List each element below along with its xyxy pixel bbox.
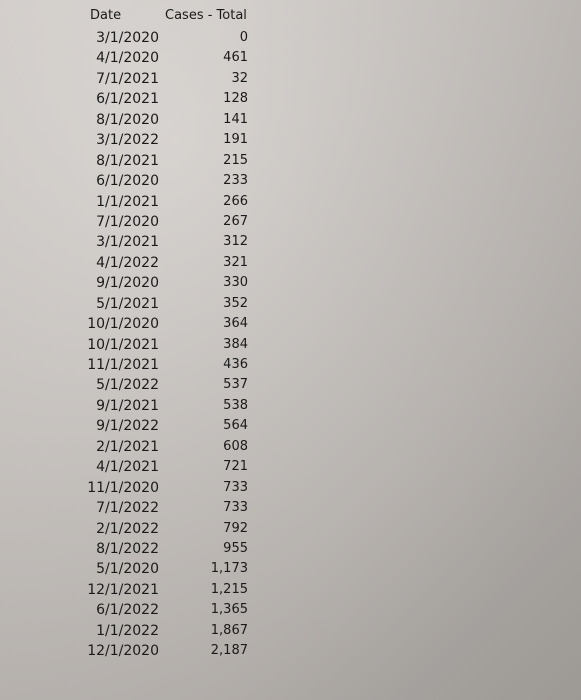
cases-cell: 2,187 [210, 643, 248, 659]
cases-cell: 1,215 [210, 581, 248, 597]
table-row [0, 28, 581, 48]
date-cell: 3/1/2021 [96, 234, 159, 251]
date-column-header: Date [90, 8, 122, 23]
cases-cell: 733 [223, 479, 248, 495]
date-cell: 4/1/2021 [96, 459, 159, 476]
cases-cell: 1,867 [210, 622, 248, 638]
cases-cell: 266 [223, 193, 248, 209]
table-row [0, 396, 581, 416]
table-row [0, 335, 581, 355]
cases-cell: 721 [223, 459, 248, 475]
date-cell: 8/1/2022 [96, 540, 159, 557]
cases-cell: 321 [223, 254, 248, 270]
table-row [0, 498, 581, 518]
date-cell: 8/1/2020 [96, 111, 159, 128]
date-cell: 6/1/2021 [96, 91, 159, 108]
date-cell: 3/1/2020 [96, 30, 159, 46]
date-cell: 12/1/2021 [87, 581, 159, 598]
date-cell: 10/1/2020 [87, 316, 159, 333]
table-row [0, 641, 581, 661]
table-row [0, 273, 581, 293]
cases-cell: 1,173 [210, 561, 248, 577]
table-row [0, 600, 581, 620]
date-cell: 7/1/2021 [96, 70, 159, 87]
cases-cell: 233 [223, 173, 248, 189]
cases-cell: 32 [231, 70, 248, 86]
table-row [0, 171, 581, 191]
cases-cell: 955 [223, 540, 248, 556]
table-row [0, 294, 581, 314]
date-cell: 11/1/2021 [87, 357, 159, 373]
cases-cell: 384 [223, 336, 248, 352]
date-cell: 7/1/2020 [96, 213, 159, 230]
table-row [0, 416, 581, 436]
table-body [0, 28, 581, 662]
cases-cell: 267 [223, 213, 248, 229]
table-row [0, 253, 581, 273]
date-cell: 8/1/2021 [96, 152, 159, 169]
date-cell: 1/1/2022 [96, 622, 159, 639]
cases-cell: 733 [223, 500, 248, 516]
table-header [0, 6, 581, 26]
table-row [0, 130, 581, 150]
date-cell: 12/1/2020 [87, 643, 159, 660]
table-row [0, 375, 581, 395]
table-row [0, 519, 581, 539]
date-cell: 2/1/2022 [96, 520, 159, 537]
table-row [0, 151, 581, 171]
date-cell: 7/1/2022 [96, 500, 159, 517]
cases-cell: 330 [223, 275, 248, 291]
cases-column-header: Cases - Total [165, 8, 247, 23]
table-row [0, 192, 581, 212]
date-cell: 9/1/2020 [96, 275, 159, 292]
table-row [0, 478, 581, 498]
table-row [0, 110, 581, 130]
cases-cell: 461 [223, 50, 248, 66]
date-cell: 4/1/2020 [96, 50, 159, 67]
cases-cell: 191 [223, 132, 248, 148]
date-cell: 1/1/2021 [96, 193, 159, 210]
cases-cell: 352 [223, 295, 248, 311]
date-cell: 5/1/2020 [96, 561, 159, 578]
table-row [0, 69, 581, 89]
cases-cell: 564 [223, 418, 248, 434]
date-cell: 6/1/2022 [96, 602, 159, 619]
cases-cell: 792 [223, 520, 248, 536]
table-row [0, 355, 581, 375]
cases-cell: 364 [223, 316, 248, 332]
cases-cell: 141 [223, 111, 248, 127]
table-row [0, 621, 581, 641]
date-cell: 2/1/2021 [96, 438, 159, 455]
date-cell: 4/1/2022 [96, 254, 159, 271]
table-row [0, 48, 581, 68]
cases-cell: 436 [223, 357, 248, 372]
cases-cell: 128 [223, 91, 248, 107]
cases-cell: 215 [223, 152, 248, 168]
table-row [0, 232, 581, 252]
date-cell: 5/1/2022 [96, 377, 159, 394]
date-cell: 3/1/2022 [96, 132, 159, 149]
date-cell: 9/1/2021 [96, 397, 159, 414]
cases-cell: 1,365 [210, 602, 248, 618]
cases-cell: 312 [223, 234, 248, 250]
table-row [0, 212, 581, 232]
cases-cell: 608 [223, 438, 248, 454]
date-cell: 9/1/2022 [96, 418, 159, 435]
table-row [0, 314, 581, 334]
date-cell: 5/1/2021 [96, 295, 159, 312]
table-row [0, 457, 581, 477]
table-row [0, 559, 581, 579]
date-cell: 11/1/2020 [87, 479, 159, 496]
table-row [0, 437, 581, 457]
table-row [0, 580, 581, 600]
cases-cell: 0 [239, 30, 248, 45]
date-cell: 10/1/2021 [87, 336, 159, 353]
cases-cell: 538 [223, 397, 248, 413]
cases-cell: 537 [223, 377, 248, 393]
table-row [0, 539, 581, 559]
date-cell: 6/1/2020 [96, 173, 159, 190]
table-row [0, 89, 581, 109]
